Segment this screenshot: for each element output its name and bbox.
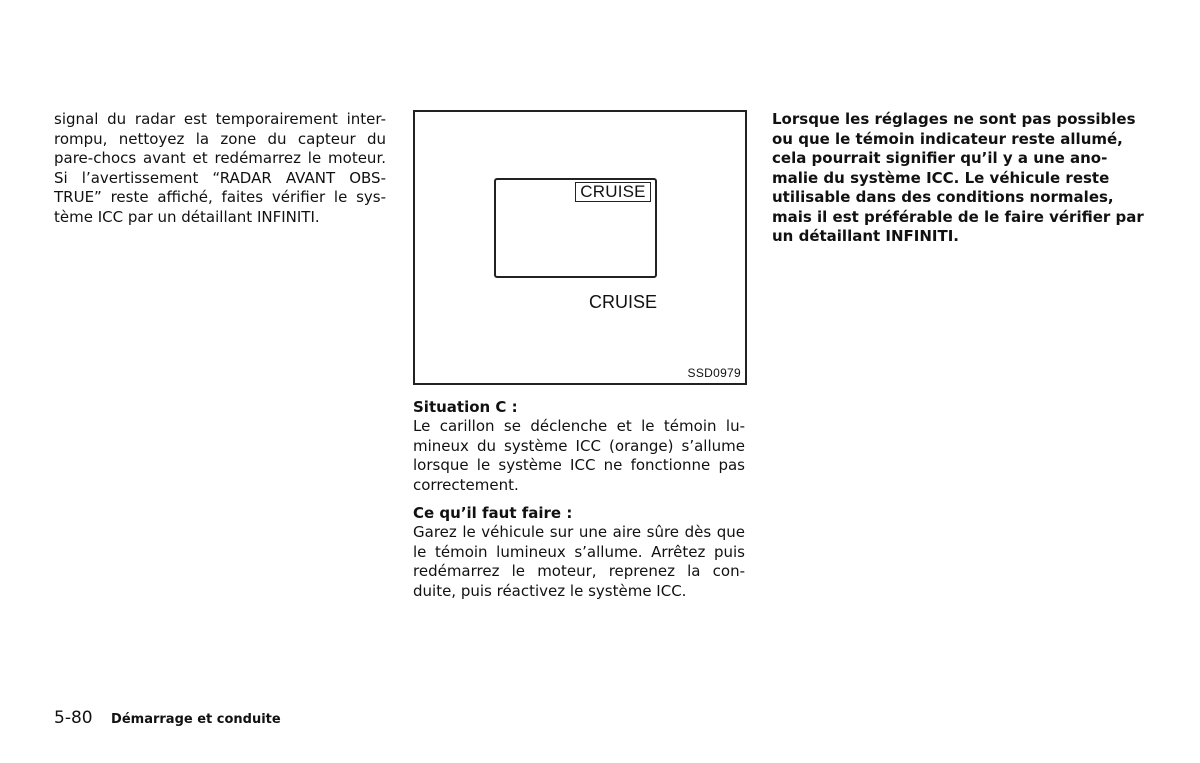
situation-section [413, 397, 745, 495]
text-line: lorsque le système ICC ne fonctionne pas [413, 456, 745, 474]
text-line: ou que le témoin indicateur reste allumé, [772, 129, 1123, 148]
text-line: redémarrez le moteur, reprenez la con- [413, 562, 745, 580]
situation-paragraph [413, 417, 745, 495]
situation-heading: Situation C : [413, 398, 518, 416]
left-column-text [54, 110, 386, 227]
text-line: malie du système ICC. Le véhicule reste [772, 168, 1110, 187]
text-line: un détaillant INFINITI. [772, 227, 960, 245]
text-line: utilisable dans des conditions normales, [772, 188, 1114, 206]
action-heading: Ce qu’il faut faire : [413, 504, 573, 522]
page-number: 5-80 [54, 708, 93, 728]
cruise-label: CRUISE [589, 292, 658, 312]
page-footer [54, 708, 281, 730]
text-line: le témoin lumineux s’allume. Arrêtez puis [413, 542, 745, 561]
text-line: Garez le véhicule sur une aire sûre dès que [413, 523, 745, 541]
text-line: Le carillon se déclenche et le témoin lu- [413, 417, 745, 435]
text-line: Si l’avertissement “RADAR AVANT OBS- [54, 168, 386, 187]
section-title: Démarrage et conduite [111, 712, 281, 727]
action-paragraph [413, 523, 745, 601]
display-panel [494, 178, 657, 278]
text-line: TRUE” reste affiché, faites vérifier le sys- [54, 188, 386, 206]
middle-column-text [413, 397, 745, 609]
cruise-indicator: CRUISE [575, 182, 651, 202]
text-line: cela pourrait signifier qu’il y a une ano- [772, 149, 1108, 167]
figure-code: SSD0979 [687, 366, 741, 380]
text-line: mineux du système ICC (orange) s’allume [413, 436, 745, 455]
text-line: tème ICC par un détaillant INFINITI. [54, 207, 320, 226]
right-paragraph [772, 110, 1144, 247]
text-line: duite, puis réactivez le système ICC. [413, 581, 687, 600]
text-line: pare-chocs avant et redémarrez le moteur. [54, 149, 386, 167]
text-line: signal du radar est temporairement inter- [54, 110, 386, 128]
right-column-text [772, 110, 1144, 247]
text-line: correctement. [413, 475, 519, 494]
action-section [413, 503, 745, 601]
left-paragraph [54, 110, 386, 227]
text-line: rompu, nettoyez la zone du capteur du [54, 129, 386, 148]
dashboard-display-figure [413, 110, 747, 385]
text-line: mais il est préférable de le faire vérifier par [772, 207, 1144, 226]
text-line: Lorsque les réglages ne sont pas possibles [772, 110, 1136, 128]
